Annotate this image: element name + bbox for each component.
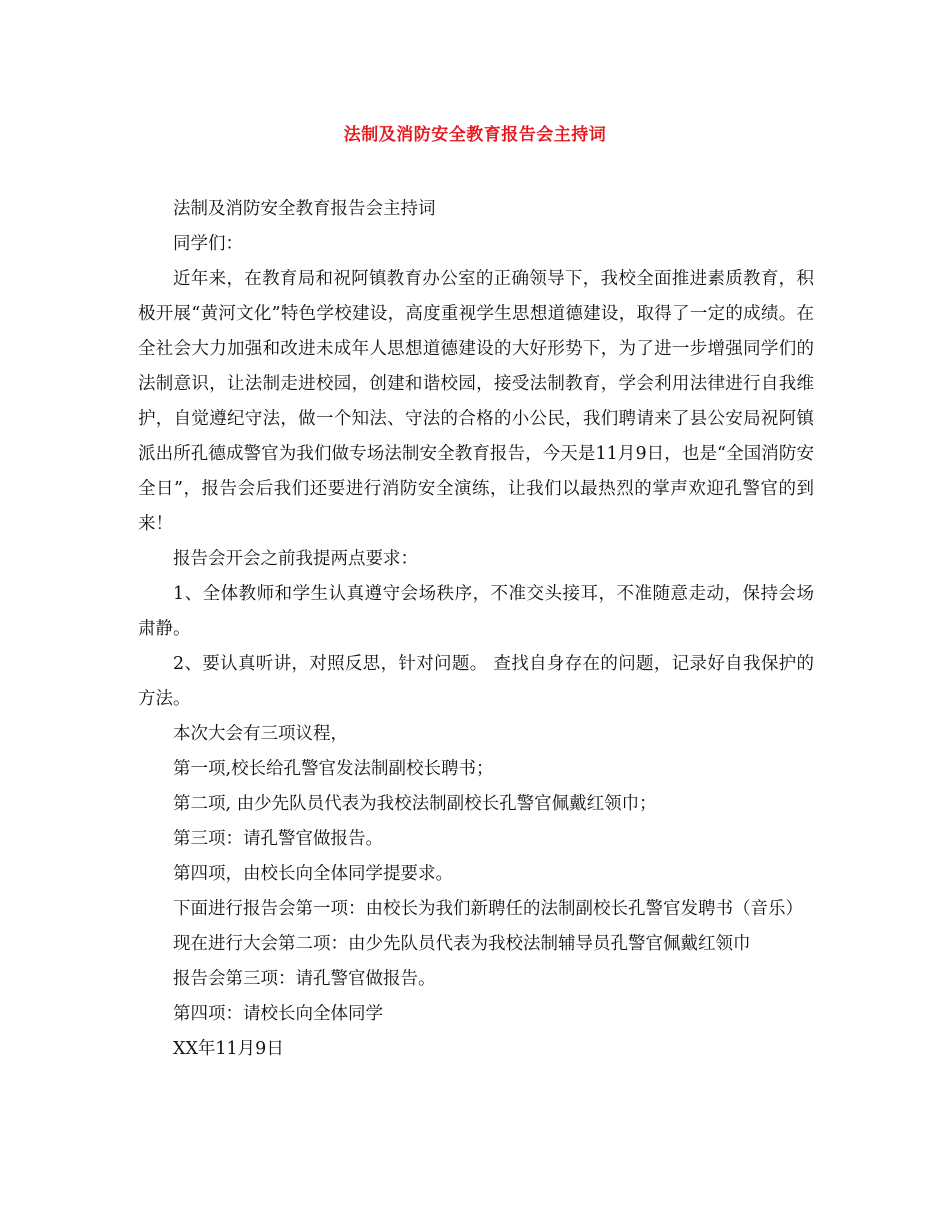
proceeding-item-3: 报告会第三项：请孔警官做报告。 — [173, 969, 436, 989]
agenda-item-4: 第四项，由校长向全体同学提要求。 — [173, 864, 453, 884]
requirement-1: 1、全体教师和学生认真遵守会场秩序，不准交头接耳，不准随意走动，保持会场肃静。 — [138, 584, 814, 639]
agenda-item-3: 第三项：请孔警官做报告。 — [173, 829, 383, 849]
document-body — [138, 192, 814, 1067]
proceeding-item-4: 第四项：请校长向全体同学 — [173, 1004, 383, 1024]
subtitle-paragraph: 法制及消防安全教育报告会主持词 — [173, 199, 436, 219]
requirement-2: 2、要认真听讲，对照反思，针对问题。 查找自身存在的问题，记录好自我保护的方法。 — [138, 654, 814, 709]
document-title: 法制及消防安全教育报告会主持词 — [343, 125, 607, 145]
agenda-item-2: 第二项, 由少先队员代表为我校法制副校长孔警官佩戴红领巾； — [173, 794, 657, 814]
agenda-item-1: 第一项,校长给孔警官发法制副校长聘书； — [173, 759, 494, 779]
requirements-heading: 报告会开会之前我提两点要求： — [173, 549, 418, 569]
intro-paragraph: 近年来，在教育局和祝阿镇教育办公室的正确领导下，我校全面推进素质教育，积极开展“黄河文化”特色学校建设，高度重视学生思想道德建设，取得了一定的成绩。在全社会大力加强和改进未成年人思想道德建设的大好形势下，为了进一步增强同学们的法制意识，让法制走进校园，创建和谐校园，接受法制教育，学会利用法律进行自我维护，自觉遵纪守法，做一个知法、守法的合格的小公民，我们聘请来了县公安局祝阿镇派出所孔德成警官为我们做专场法制安全教育报告，今天是11月9日，也是“全国消防安全日”，报告会后我们还要进行消防安全演练，让我们以最热烈的掌声欢迎孔警官的到来！ — [138, 269, 814, 534]
document-date: XX年11月9日 — [173, 1039, 284, 1059]
greeting-paragraph: 同学们： — [173, 234, 243, 254]
proceeding-item-1: 下面进行报告会第一项：由校长为我们新聘任的法制副校长孔警官发聘书（音乐） — [173, 899, 803, 919]
agenda-heading: 本次大会有三项议程， — [173, 724, 348, 744]
proceeding-item-2: 现在进行大会第二项：由少先队员代表为我校法制辅导员孔警官佩戴红领巾 — [173, 934, 751, 954]
